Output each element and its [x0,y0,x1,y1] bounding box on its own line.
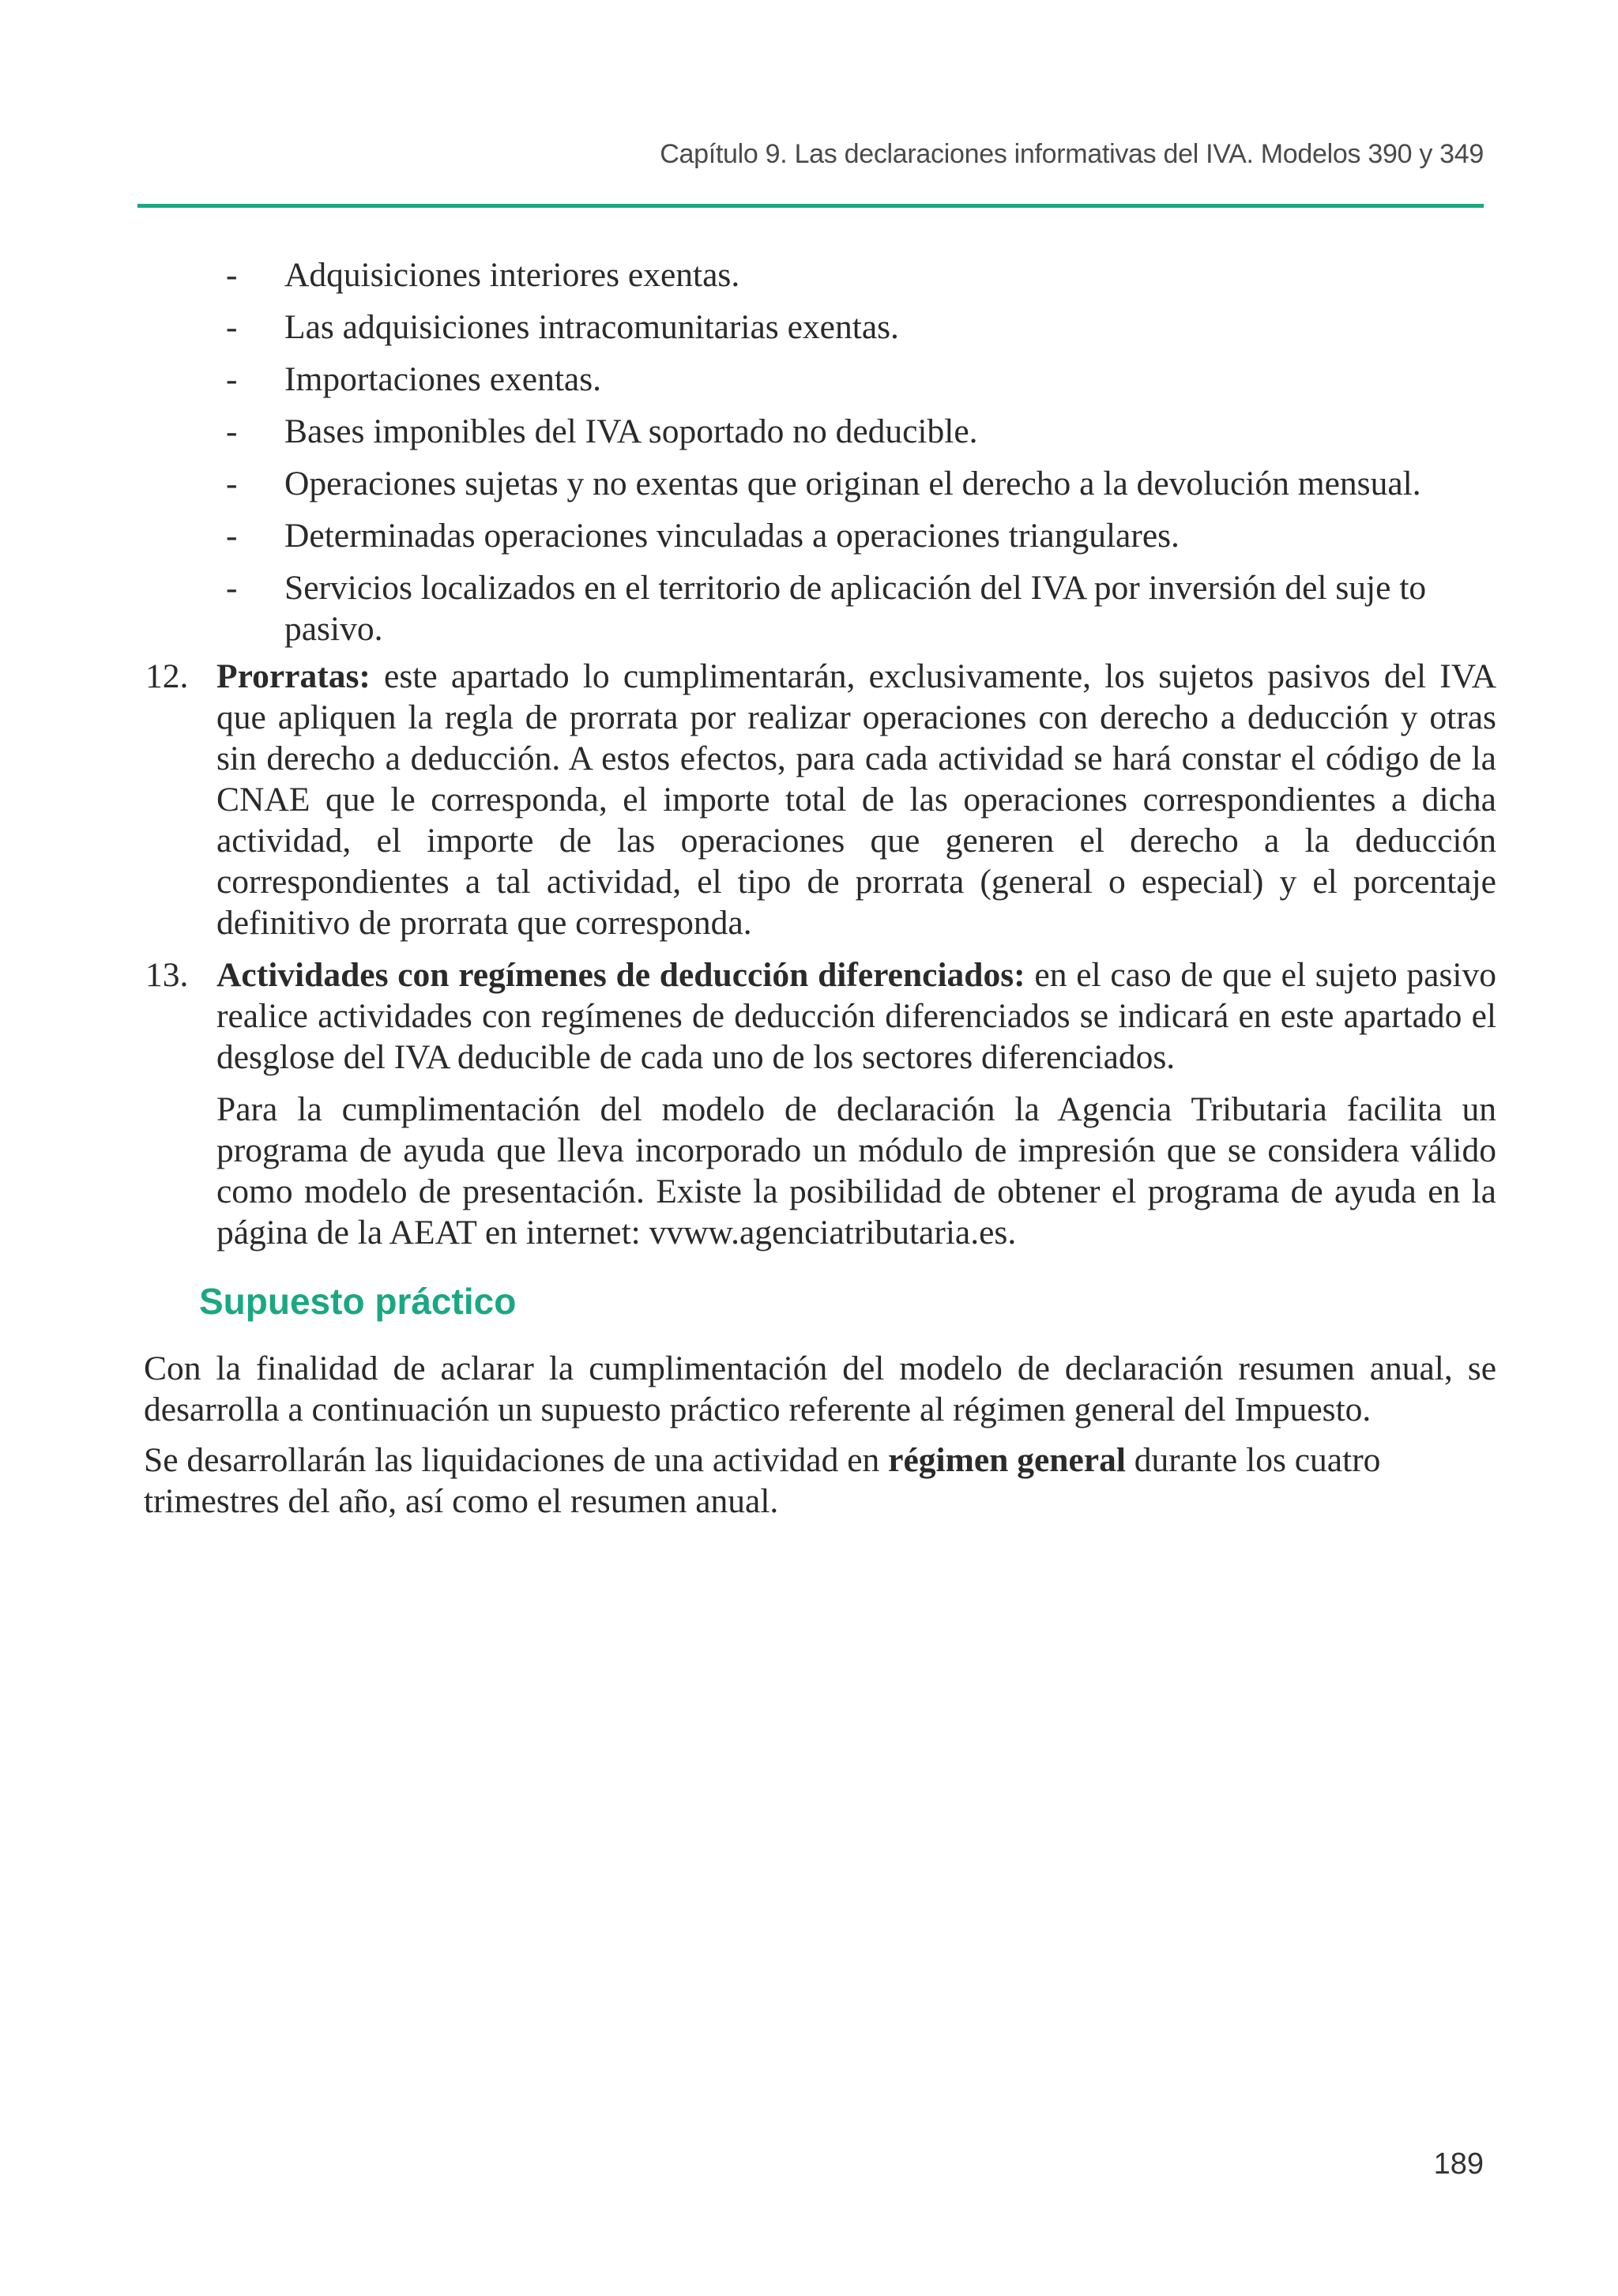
numbered-list [145,656,1496,1264]
bullet-text: Determinadas operaciones vinculadas a operaciones triangulares. [284,517,1180,555]
bullet-text: Bases imponibles del IVA soportado no deducible. [284,412,978,450]
bullet-text: Operaciones sujetas y no exentas que originan el derecho a la devolución mensual. [284,465,1421,502]
item-text: en el caso de que el sujeto pasivo realice actividades con regímenes de deducción diferenciados se indicará en este apartado el desglose del IVA deducible de cada uno de los sectores diferenciados. [216,956,1496,1076]
item-number: 12. [145,657,189,695]
list-item [221,307,1501,348]
list-item [221,567,1501,649]
bullet-text: Importaciones exentas. [284,360,602,398]
numbered-item-13 [145,954,1496,1253]
item-paragraph [216,954,1496,1078]
bullet-marker: - [226,517,238,555]
bullet-marker: - [226,308,238,346]
list-item [221,515,1501,556]
bullet-marker: - [226,569,238,607]
list-item [221,411,1501,452]
bullet-text: Servicios localizados en el territorio de aplicación del IVA por inversión del suje to pasivo. [284,569,1427,648]
list-item [221,359,1501,400]
header-rule [137,204,1484,208]
numbered-item-12 [145,656,1496,943]
bullet-marker: - [226,360,238,398]
item-follow-paragraph: Para la cumplimentación del modelo de declaración la Agencia Tributaria facilita un programa de ayuda que lleva incorporado un módulo de impresión que se considera válido como modelo de presentación. Existe la posibilidad de obtener el programa de ayuda en la página de la AEAT en internet: vvww.agenciatributaria.es. [216,1090,1496,1252]
item-lead: Prorratas: [216,657,371,695]
bullet-marker: - [226,465,238,502]
item-paragraph [216,656,1496,943]
section-heading: Supuesto práctico [199,1281,517,1322]
para-bold-text: régimen general [888,1441,1126,1479]
item-text: este apartado lo cumplimentarán, exclusivamente, los sujetos pasivos del IVA que apliquen la regla de prorrata por realizar operaciones con derecho a deducción y otras sin derecho a deducción. A estos efectos, para cada actividad se hará constar el código de la CNAE que le corresponda, el importe total de las operaciones correspondientes a dicha actividad, el importe de las operaciones que generen el derecho a la deducción correspondientes a tal actividad, el tipo de prorrata (general o especial) y el porcentaje definitivo de prorrata que corresponda. [216,657,1496,942]
bullet-marker: - [226,256,238,294]
list-item [221,463,1501,504]
bullet-text: Adquisiciones interiores exentas. [284,256,740,294]
page-number: 189 [1433,2147,1484,2181]
bullet-list [221,254,1501,661]
running-header: Capítulo 9. Las declaraciones informativas del IVA. Modelos 390 y 349 [660,139,1484,169]
item-lead: Actividades con regímenes de deducción diferenciados: [216,956,1025,994]
list-item [221,254,1501,295]
item-number: 13. [145,956,189,994]
bullet-marker: - [226,412,238,450]
para-text: durante los cuatro trimestres del año, así como el resumen anual. [144,1441,1381,1520]
section-paragraph-1: Con la finalidad de aclarar la cumplimentación del modelo de declaración resumen anual, se desarrolla a continuación un supuesto práctico referente al régimen general del Impuesto. [144,1349,1496,1428]
bullet-text: Las adquisiciones intracomunitarias exentas. [284,308,899,346]
para-text: Se desarrollarán las liquidaciones de una actividad en [144,1441,889,1479]
section-paragraph-2 [144,1440,1496,1522]
